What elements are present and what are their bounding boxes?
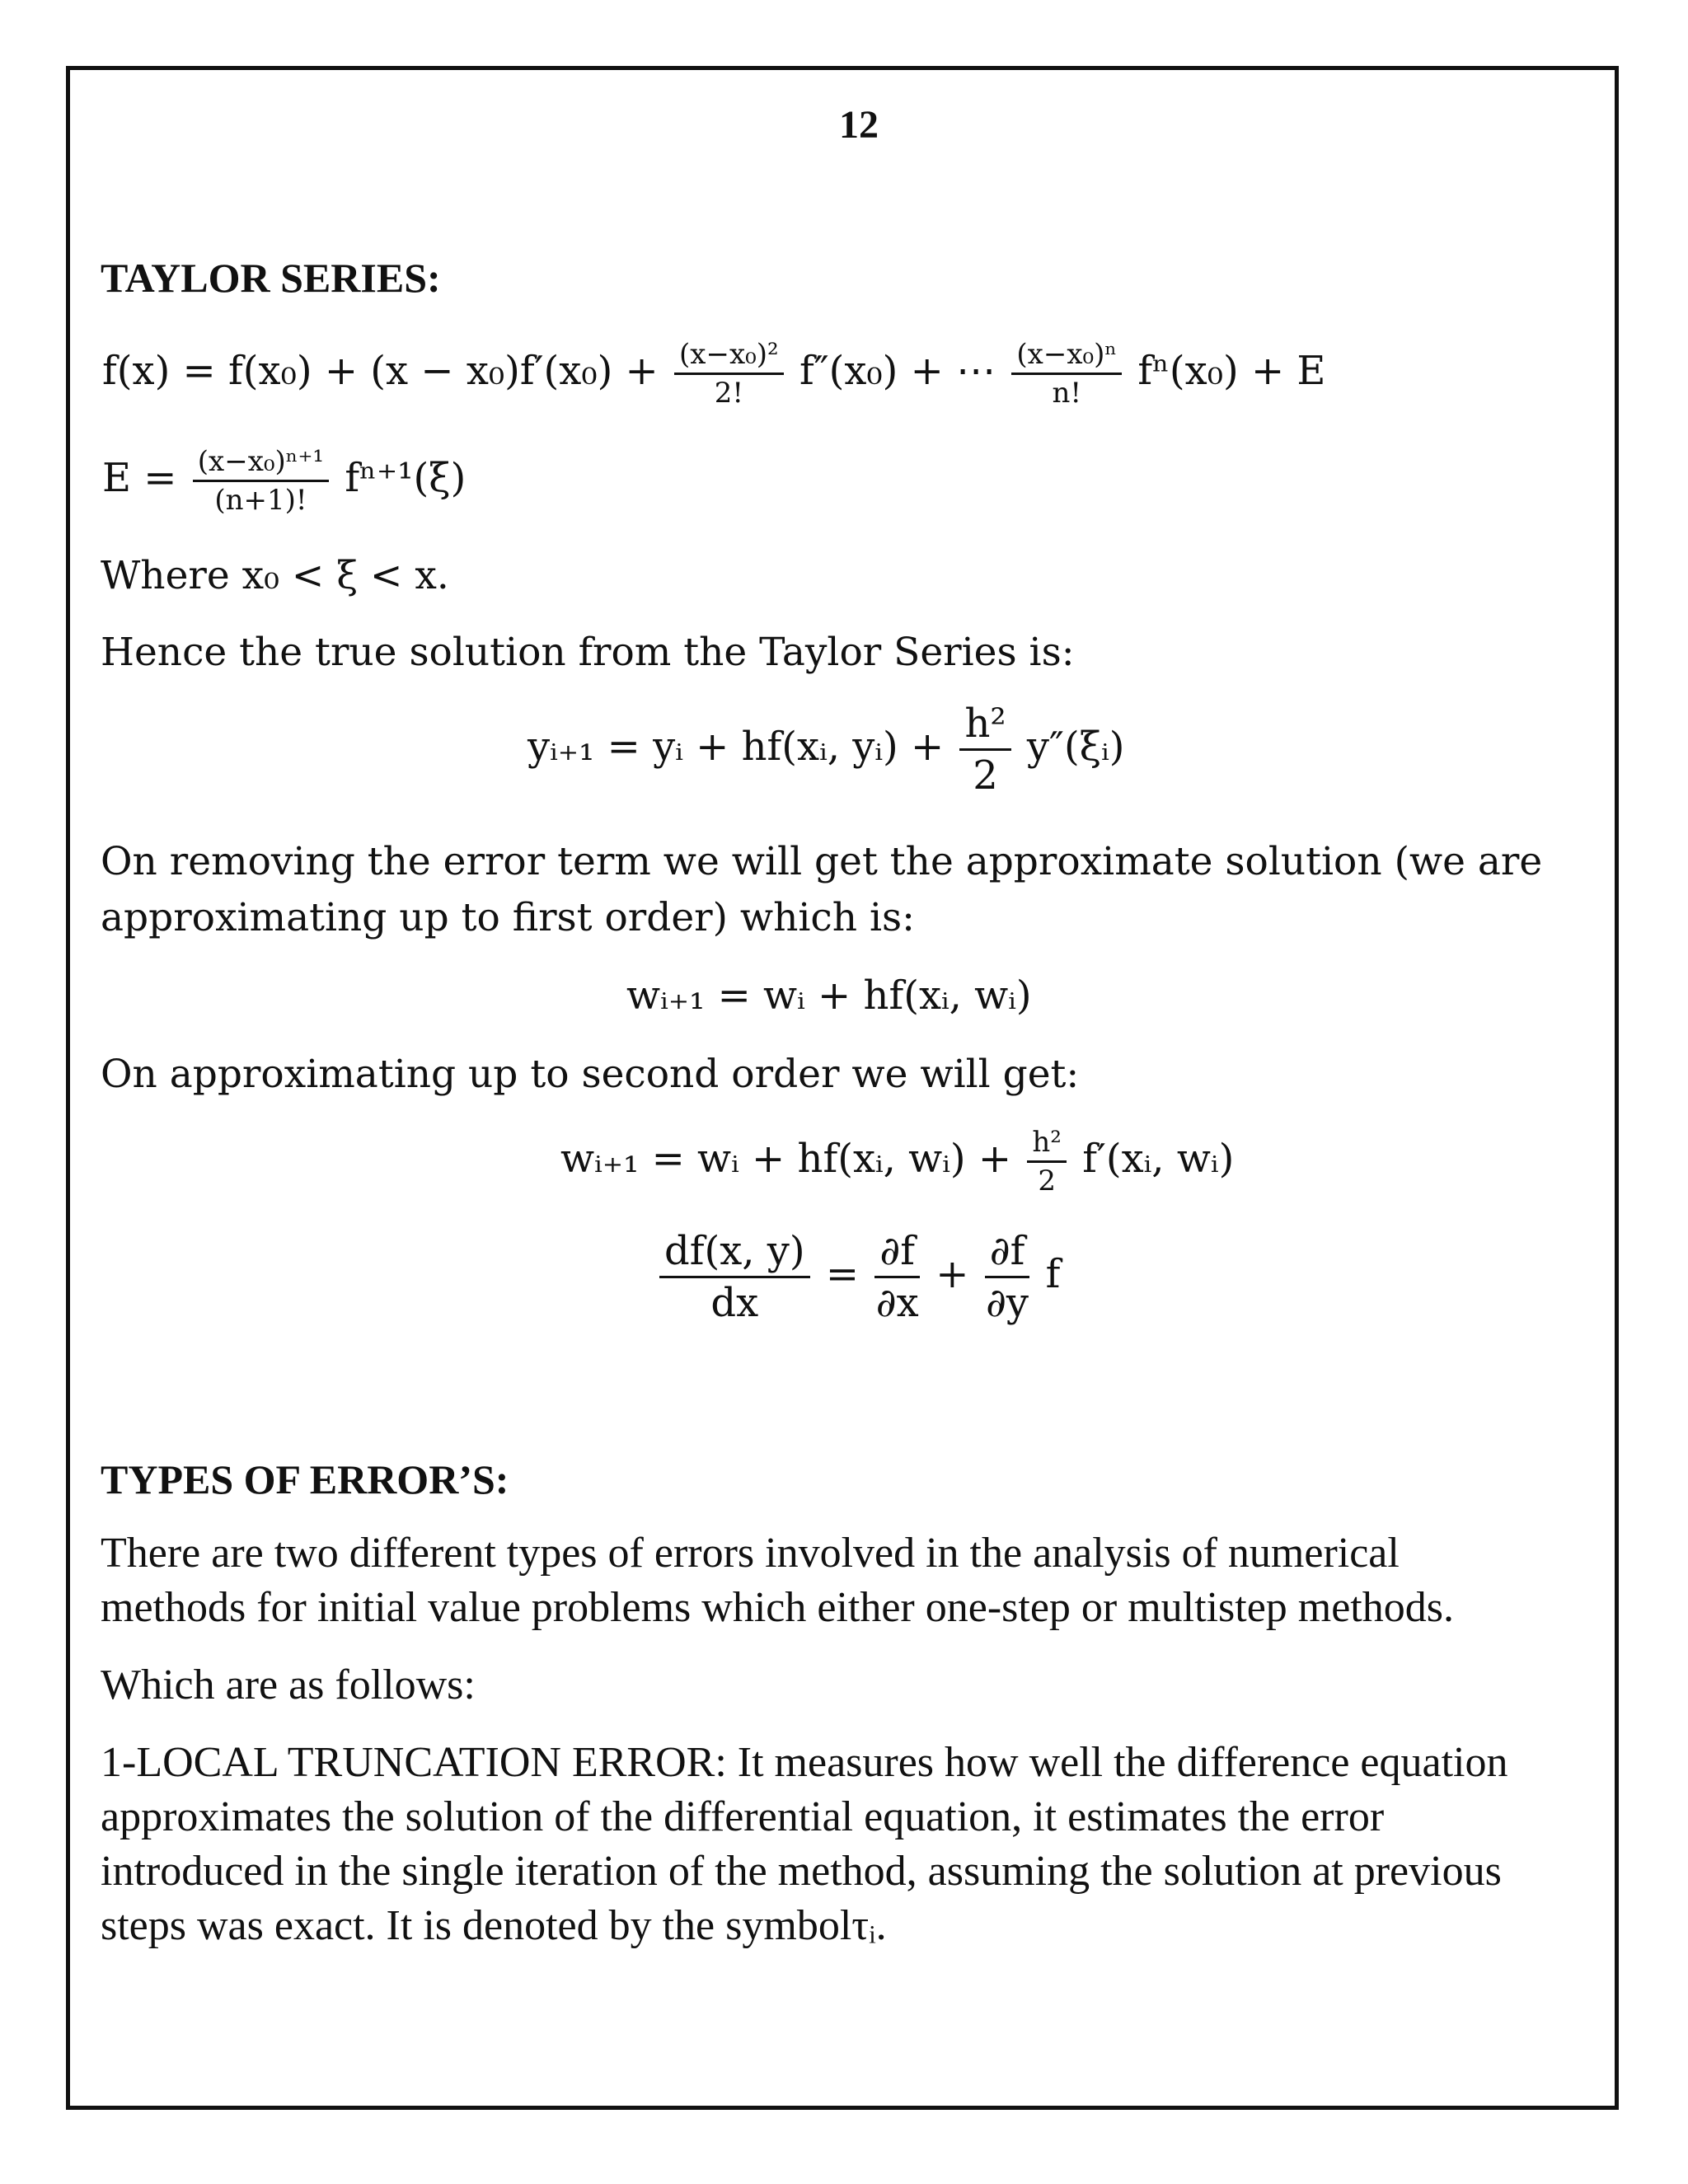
fraction-denominator: ∂x xyxy=(875,1280,919,1326)
error-fraction xyxy=(193,445,329,517)
fraction-numerator: ∂f xyxy=(874,1228,920,1278)
fraction-numerator: (x−x₀)ⁿ⁺¹ xyxy=(193,445,329,482)
fraction-numerator: (x−x₀)ⁿ xyxy=(1011,338,1122,375)
fraction-denominator: n! xyxy=(1052,377,1082,410)
series-term2-tail: f″(x₀) + ⋯ xyxy=(799,348,996,394)
fraction-denominator: 2! xyxy=(714,377,743,410)
follows-text: Which are as follows: xyxy=(101,1661,476,1708)
hence-text: Hence the true solution from the Taylor Series is: xyxy=(101,630,1075,675)
error-tail: fⁿ⁺¹(ξ) xyxy=(345,455,467,501)
paragraph-line: methods for initial value problems which either one-step or multistep methods. xyxy=(101,1584,1454,1631)
derivative-tail: f xyxy=(1045,1251,1061,1297)
paragraph-line: 1-LOCAL TRUNCATION ERROR: It measures how well the difference equation xyxy=(101,1739,1508,1786)
series-termn-tail: fⁿ(x₀) + E xyxy=(1137,348,1326,394)
partial-x-fraction xyxy=(874,1228,920,1326)
true-solution-fraction xyxy=(959,701,1010,799)
paragraph-line: On removing the error term we will get the approximate solution (we are xyxy=(101,839,1543,884)
taylor-series-equation xyxy=(102,338,1325,410)
taylor-series-heading: TAYLOR SERIES: xyxy=(101,255,441,301)
derivative-fraction xyxy=(659,1228,810,1326)
plus-sign: + xyxy=(935,1251,969,1297)
true-solution-equation xyxy=(528,701,1125,799)
paragraph-line: steps was exact. It is denoted by the symbolτᵢ. xyxy=(101,1902,887,1949)
fraction-denominator: 2 xyxy=(1038,1165,1056,1197)
second-order-fraction xyxy=(1027,1126,1067,1197)
equals-sign: = xyxy=(825,1251,860,1297)
second-order-equation xyxy=(560,1126,1234,1197)
second-order-tail: f′(xᵢ, wᵢ) xyxy=(1082,1136,1235,1182)
paragraph-line: approximating up to first order) which is: xyxy=(101,895,915,940)
fraction-numerator: ∂f xyxy=(985,1228,1030,1278)
total-derivative-equation xyxy=(656,1228,1060,1326)
local-truncation-error-paragraph xyxy=(101,1736,1507,1953)
fraction-denominator: ∂y xyxy=(986,1280,1029,1326)
fraction-numerator: df(x, y) xyxy=(659,1228,810,1278)
types-of-errors-heading: TYPES OF ERROR’S: xyxy=(101,1456,509,1502)
fraction-numerator: (x−x₀)² xyxy=(674,338,784,375)
series-term2-fraction xyxy=(674,338,784,410)
page-number: 12 xyxy=(839,103,879,147)
fraction-numerator: h² xyxy=(959,701,1010,751)
removing-paragraph xyxy=(101,834,1542,946)
fraction-numerator: h² xyxy=(1027,1126,1067,1163)
paragraph-line: approximates the solution of the differential equation, it estimates the error xyxy=(101,1793,1385,1840)
first-order-equation: wᵢ₊₁ = wᵢ + hf(xᵢ, wᵢ) xyxy=(626,972,1032,1019)
error-term-equation xyxy=(102,445,466,517)
errors-intro-paragraph xyxy=(101,1526,1454,1635)
true-solution-tail: y″(ξᵢ) xyxy=(1026,724,1125,770)
paragraph-line: introduced in the single iteration of the method, assuming the solution at previous xyxy=(101,1848,1502,1895)
second-order-text: On approximating up to second order we will get: xyxy=(101,1052,1080,1097)
second-order-lhs: wᵢ₊₁ = wᵢ + hf(xᵢ, wᵢ) + xyxy=(560,1136,1012,1182)
series-lhs: f(x) = f(x₀) + (x − x₀)f′(x₀) + xyxy=(102,348,659,394)
fraction-denominator: 2 xyxy=(973,752,998,799)
fraction-denominator: dx xyxy=(710,1280,759,1326)
paragraph-line: There are two different types of errors involved in the analysis of numerical xyxy=(101,1530,1400,1577)
where-text: Where x₀ < ξ < x. xyxy=(101,553,449,598)
series-termn-fraction xyxy=(1011,338,1122,410)
true-solution-lhs: yᵢ₊₁ = yᵢ + hf(xᵢ, yᵢ) + xyxy=(528,724,945,770)
error-lhs: E = xyxy=(102,455,177,501)
fraction-denominator: (n+1)! xyxy=(214,484,307,517)
partial-y-fraction xyxy=(985,1228,1030,1326)
